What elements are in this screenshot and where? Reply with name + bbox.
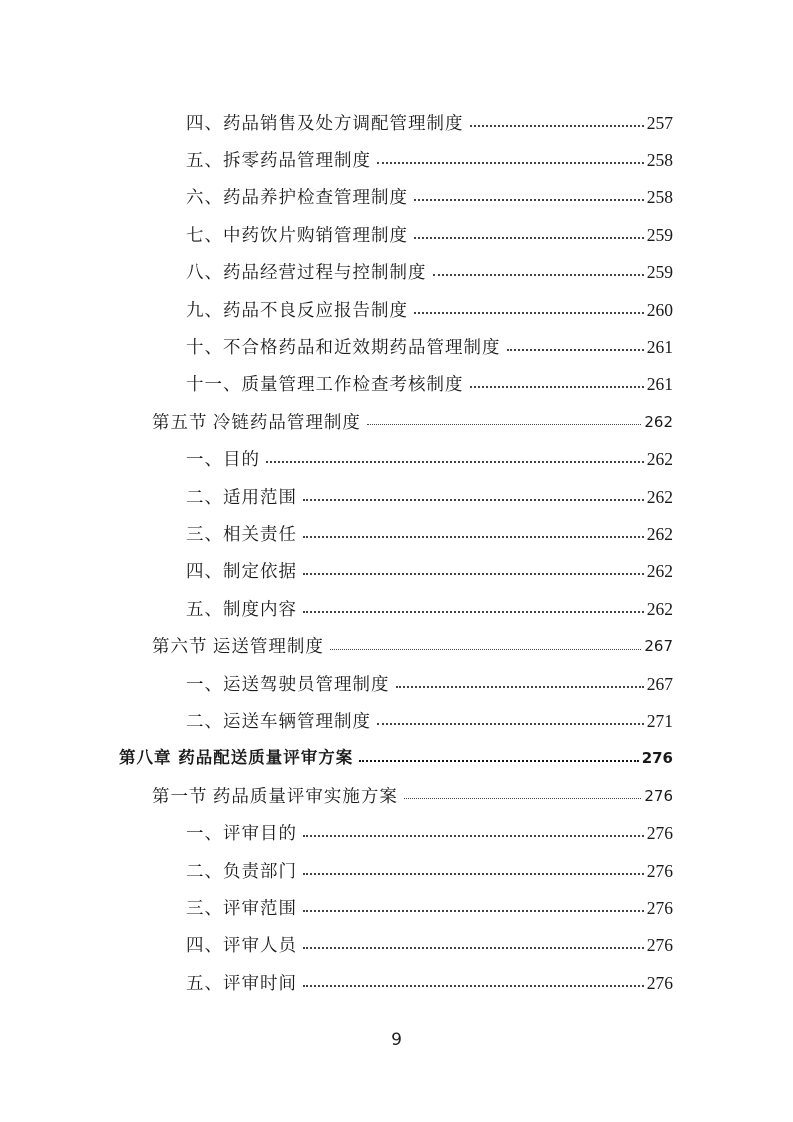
table-of-contents: [0, 104, 793, 1001]
toc-entry-title: 第八章 药品配送质量评审方案: [119, 748, 354, 768]
dot-leader: [266, 461, 644, 463]
toc-entry-title: 七、中药饮片购销管理制度: [186, 224, 408, 245]
toc-entry-title: 六、药品养护检查管理制度: [186, 187, 408, 208]
toc-entry-title: 四、药品销售及处方调配管理制度: [186, 112, 464, 133]
toc-entry-page: 276: [646, 823, 673, 844]
toc-entry-title: 四、评审人员: [186, 935, 297, 956]
toc-entry-title: 十、不合格药品和近效期药品管理制度: [186, 337, 501, 358]
dot-leader: [414, 237, 644, 239]
toc-entry[interactable]: [0, 590, 793, 627]
toc-entry-title: 八、药品经营过程与控制制度: [186, 262, 427, 283]
dot-leader: [433, 274, 644, 276]
toc-entry-page: 276: [646, 972, 673, 993]
toc-entry[interactable]: [0, 216, 793, 253]
dot-leader: [303, 835, 644, 837]
dot-leader: [377, 162, 644, 164]
toc-entry-page: 267: [644, 637, 673, 656]
toc-entry[interactable]: [0, 889, 793, 926]
toc-entry-title: 二、运送车辆管理制度: [186, 710, 371, 731]
toc-entry-page: 261: [646, 337, 673, 358]
dot-leader: [404, 798, 641, 799]
toc-entry-page: 262: [646, 598, 673, 619]
dot-leader: [414, 199, 644, 201]
dot-leader: [414, 312, 644, 314]
dot-leader: [303, 611, 644, 613]
toc-entry-title: 十一、质量管理工作检查考核制度: [186, 374, 464, 395]
toc-entry[interactable]: [0, 179, 793, 216]
toc-entry[interactable]: [0, 141, 793, 178]
toc-entry[interactable]: [0, 104, 793, 141]
toc-entry-page: 276: [641, 749, 673, 768]
toc-entry[interactable]: [0, 515, 793, 552]
toc-entry-title: 三、相关责任: [186, 523, 297, 544]
toc-entry[interactable]: [0, 254, 793, 291]
toc-entry-page: 259: [646, 224, 673, 245]
toc-entry-title: 第六节 运送管理制度: [152, 636, 324, 657]
dot-leader: [377, 723, 644, 725]
toc-entry-title: 第一节 药品质量评审实施方案: [152, 785, 398, 806]
toc-entry[interactable]: [0, 665, 793, 702]
toc-entry[interactable]: [0, 964, 793, 1001]
toc-entry-page: 276: [646, 935, 673, 956]
toc-entry-page: 261: [646, 374, 673, 395]
dot-leader: [507, 349, 644, 351]
toc-entry-title: 三、评审范围: [186, 897, 297, 918]
toc-section-entry[interactable]: [0, 403, 793, 440]
dot-leader: [303, 873, 644, 875]
toc-entry[interactable]: [0, 702, 793, 739]
toc-entry-page: 259: [646, 262, 673, 283]
toc-entry-title: 五、评审时间: [186, 972, 297, 993]
toc-entry[interactable]: [0, 441, 793, 478]
toc-entry-title: 一、目的: [186, 449, 260, 470]
dot-leader: [330, 649, 641, 650]
toc-entry-title: 二、负责部门: [186, 860, 297, 881]
toc-entry-title: 九、药品不良反应报告制度: [186, 299, 408, 320]
toc-entry-page: 262: [646, 486, 673, 507]
dot-leader: [367, 424, 641, 425]
dot-leader: [303, 573, 644, 575]
toc-entry-title: 一、运送驾驶员管理制度: [186, 673, 390, 694]
dot-leader: [396, 686, 644, 688]
toc-section-entry[interactable]: [0, 627, 793, 664]
toc-entry-page: 258: [646, 187, 673, 208]
dot-leader: [359, 760, 638, 762]
toc-entry-page: 276: [646, 860, 673, 881]
toc-entry-title: 五、制度内容: [186, 598, 297, 619]
toc-entry[interactable]: [0, 927, 793, 964]
toc-entry-page: 267: [646, 673, 673, 694]
toc-entry-page: 271: [646, 710, 673, 731]
toc-chapter-entry[interactable]: [0, 740, 793, 777]
page-number: 9: [391, 1030, 402, 1050]
toc-entry[interactable]: [0, 553, 793, 590]
toc-entry-page: 262: [646, 523, 673, 544]
toc-entry[interactable]: [0, 366, 793, 403]
toc-entry-page: 276: [646, 897, 673, 918]
toc-entry[interactable]: [0, 814, 793, 851]
toc-section-entry[interactable]: [0, 777, 793, 814]
toc-entry-page: 262: [644, 412, 673, 431]
dot-leader: [303, 536, 644, 538]
toc-entry-title: 一、评审目的: [186, 823, 297, 844]
toc-entry-title: 四、制定依据: [186, 561, 297, 582]
toc-entry-title: 第五节 冷链药品管理制度: [152, 411, 361, 432]
dot-leader: [303, 499, 644, 501]
toc-entry-title: 二、适用范围: [186, 486, 297, 507]
dot-leader: [470, 386, 644, 388]
toc-entry-page: 257: [646, 112, 673, 133]
dot-leader: [470, 125, 644, 127]
toc-entry-title: 五、拆零药品管理制度: [186, 150, 371, 171]
toc-entry[interactable]: [0, 852, 793, 889]
toc-entry-page: 262: [646, 561, 673, 582]
toc-entry-page: 260: [646, 299, 673, 320]
toc-entry-page: 262: [646, 449, 673, 470]
toc-entry[interactable]: [0, 328, 793, 365]
toc-entry[interactable]: [0, 478, 793, 515]
toc-entry-page: 258: [646, 150, 673, 171]
dot-leader: [303, 985, 644, 987]
toc-entry[interactable]: [0, 291, 793, 328]
dot-leader: [303, 947, 644, 949]
dot-leader: [303, 910, 644, 912]
toc-entry-page: 276: [644, 786, 673, 805]
